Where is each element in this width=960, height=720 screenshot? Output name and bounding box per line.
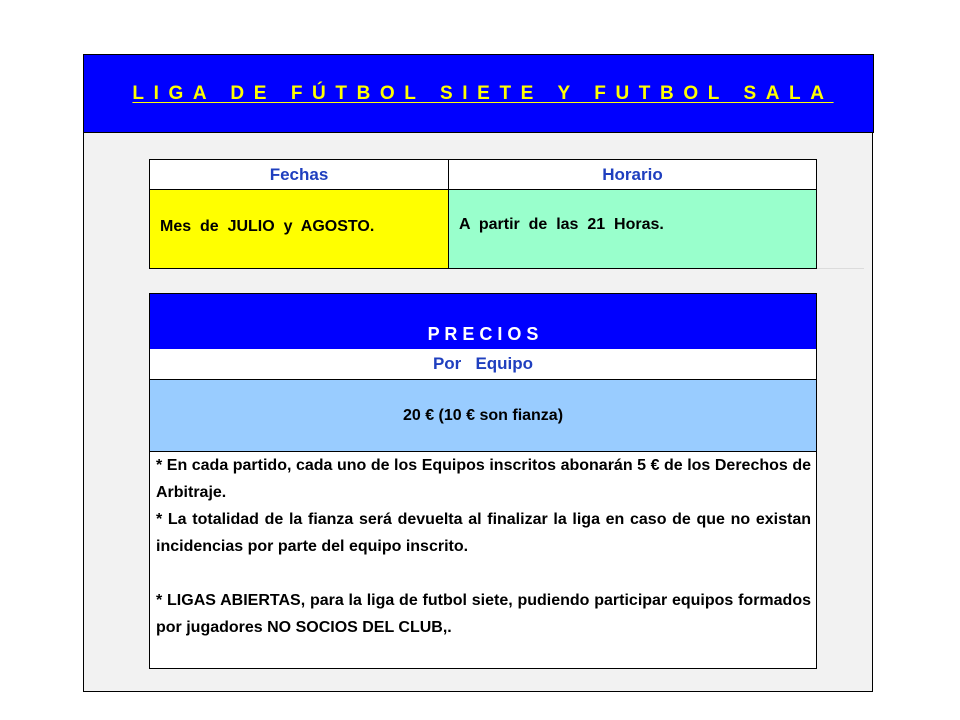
dates-cell — [150, 190, 449, 268]
dates-header: Fechas — [150, 160, 449, 190]
note-refereeing-fee: * En cada partido, cada uno de los Equipos inscritos abonarán 5 € de los Derechos de Arbitraje. — [156, 457, 811, 501]
note-deposit-refund: * La totalidad de la fianza será devuelta al finalizar la liga en caso de que no existan incidencias por parte del equipo inscrito. — [156, 511, 811, 555]
prices-title-cell — [150, 294, 816, 349]
prices-title: P R E C I O S — [427, 324, 539, 344]
hours-text: A partir de las 21 Horas. — [459, 216, 664, 233]
note-open-leagues: * LIGAS ABIERTAS, para la liga de futbol siete, pudiendo participar equipos formados por jugadores NO SOCIOS DEL CLUB,. — [156, 592, 811, 636]
league-title: LIGA DE FÚTBOL SIETE Y FUTBOL SALA — [132, 82, 834, 104]
divider-line — [817, 268, 864, 269]
per-team-header: Por Equipo — [150, 349, 816, 380]
prices-table — [149, 293, 817, 669]
schedule-table — [149, 159, 817, 269]
hours-cell — [449, 190, 816, 268]
price-amount-cell — [150, 380, 816, 452]
hours-header: Horario — [449, 160, 816, 190]
dates-text: Mes de JULIO y AGOSTO. — [160, 218, 375, 235]
notes-block — [156, 452, 811, 641]
price-amount: 20 € (10 € son fianza) — [402, 406, 564, 424]
title-banner — [83, 54, 874, 133]
